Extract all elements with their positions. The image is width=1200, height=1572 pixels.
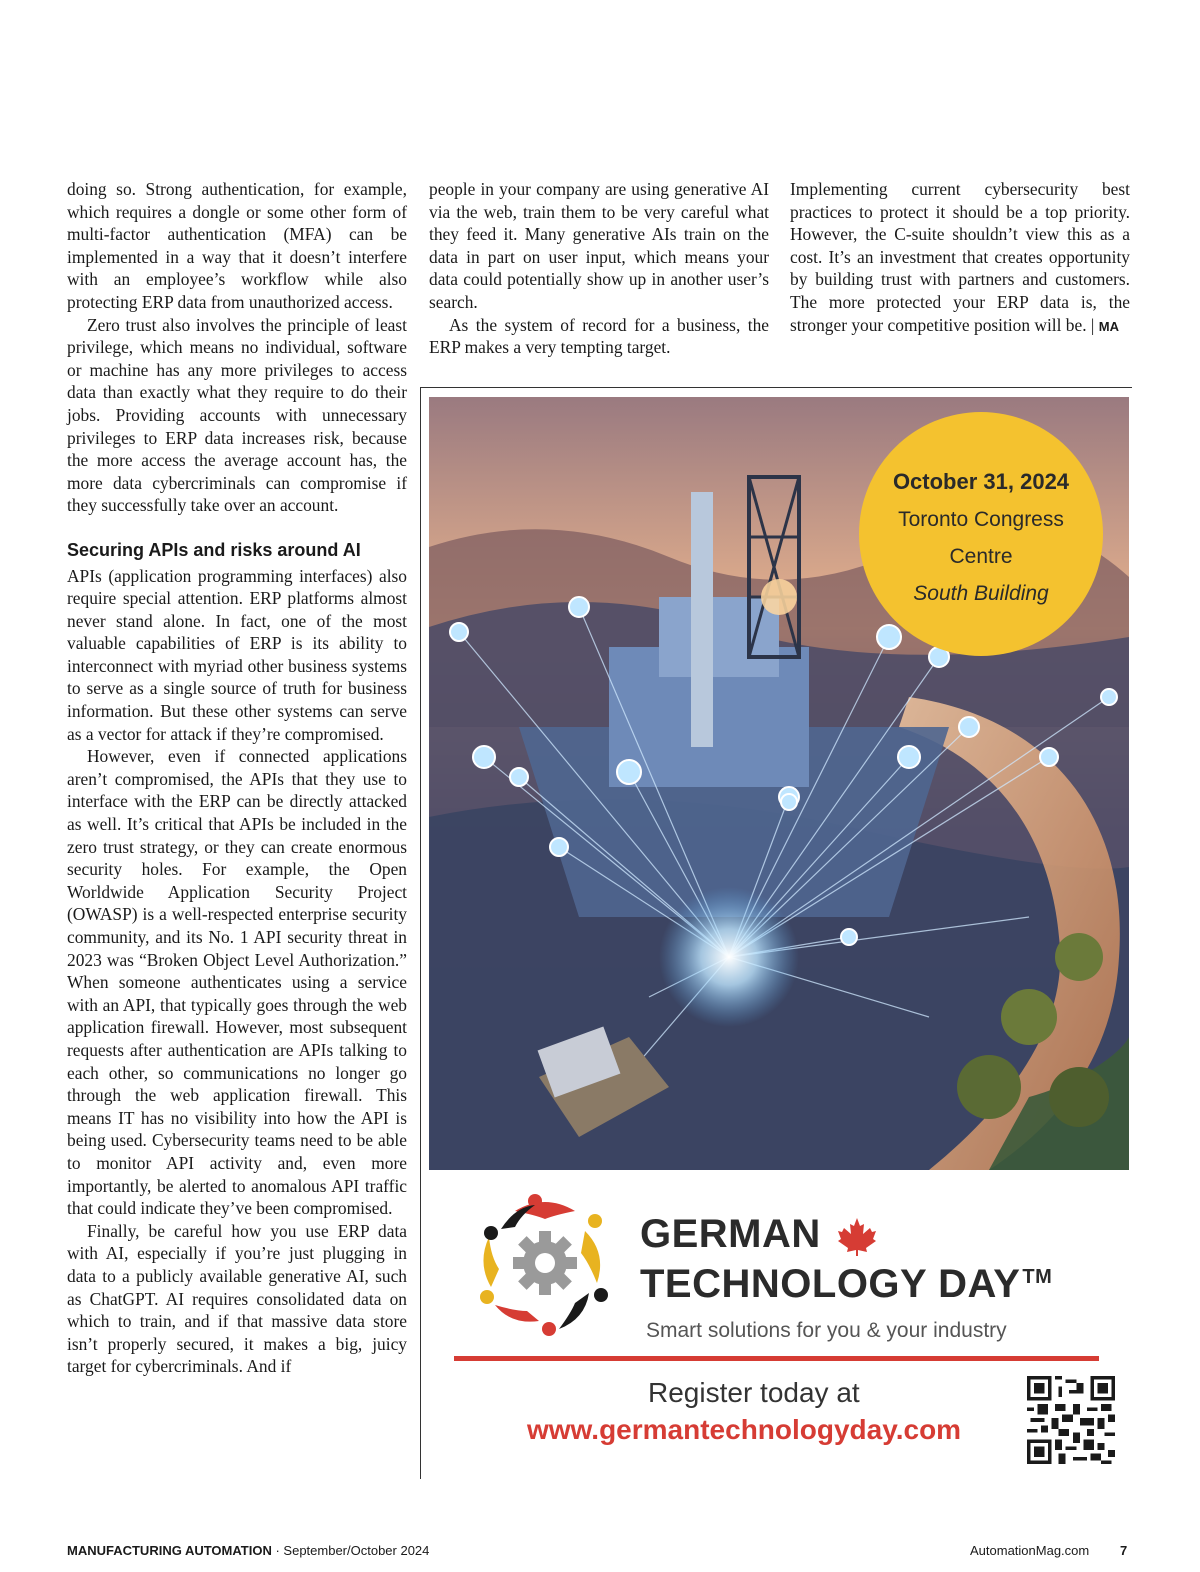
qr-code-icon[interactable] [1027,1376,1115,1464]
paragraph-text: Implementing current cybersecurity best practices to protect it should be a top priority. However, the C-suite shouldn’t view this as a cost. It’s an investment that creates opportunity by building trust with partners and customers. The more protected your ERP data is, the stronger your competitive position will be. [790,179,1130,335]
paragraph: Finally, be careful how you use ERP data with AI, especially if you’re just plugging in data to a publicly available generative AI, such as ChatGPT. AI requires consolidated data on which to train, and if that massive data store isn’t properly secured, it makes a big, juicy target for cybercriminals. And if [67,1220,407,1377]
paragraph: As the system of record for a business, the ERP makes a very tempting target. [429,314,769,358]
page-number: 7 [1120,1543,1128,1558]
ad-tagline: Smart solutions for you & your industry [646,1319,1007,1342]
event-venue-building: South Building [913,582,1049,605]
ad-title-line-1: GERMAN [640,1212,821,1256]
footer-website[interactable]: AutomationMag.com [970,1543,1090,1558]
event-date-badge [859,412,1103,656]
ad-frame-left-rule [420,387,421,1479]
trademark-mark: TM [1022,1266,1053,1288]
ad-title-text: TECHNOLOGY DAY [640,1262,1021,1306]
end-separator: | [1086,314,1099,335]
paragraph: doing so. Strong authentication, for example, which requires a dongle or some other form of multi-factor authentication (MFA) can be implemented in a way that it doesn’t interfere with an employee’s workflow while also protecting ERP data from unauthorized access. [67,179,407,312]
event-url-link[interactable]: www.germantechnologyday.com [527,1414,962,1445]
paragraph: However, even if connected applications aren’t compromised, the APIs that they use to interface with the ERP can be directly attacked as well. It’s critical that APIs be included in the zero trust strategy, or they can create enormous security holes. For example, the Open Worldwide Application Security Project (OWASP) is a well-respected enterprise security community, and its No. 1 API security threat in 2023 was “Broken Object Level Authorization.” When someone authenticates using a service with an API, that typically goes through the web application firewall. However, most subsequent requests after authentication are APIs talking to each other, so communications no longer go through the web application firewall. This means IT has no visibility into how the API is being used. Cybersecurity teams need to be able to monitor API activity and, even more importantly, be alerted to anomalous API traffic that could indicate they’ve been compromised. [67,746,407,1219]
end-mark: MA [1098,318,1119,334]
event-venue-line: Centre [949,545,1013,568]
ad-divider [454,1356,1099,1361]
article-column-3 [790,178,1130,338]
publication-name: MANUFACTURING AUTOMATION [67,1543,272,1558]
paragraph: Zero trust also involves the principle of least privilege, which means no individual, software or machine has any more privileges to access data than exactly what they require to do their jobs. Providing accounts with unnecessary privileges to ERP data increases risk, because the more access the average account has, the more data cybercriminals can compromise if they successfully take over an account. [67,314,407,516]
section-subheading: Securing APIs and risks around AI [67,539,361,560]
article-column-1 [67,178,407,1378]
issue-date: · September/October 2024 [271,1543,430,1558]
maple-leaf-icon [836,1216,878,1256]
event-venue-line: Toronto Congress [898,508,1064,531]
footer-publication [67,1543,429,1558]
paragraph [790,178,1130,338]
article-column-2 [429,178,769,359]
german-technology-day-logo-icon [470,1188,620,1338]
paragraph: people in your company are using generative AI via the web, train them to be very careful what they feed it. Many generative AIs train on the data in part on user input, which means your data could potentially show up in another user’s search. [429,179,769,312]
ad-title-line-2 [640,1262,1052,1307]
ad-frame-top-rule [420,387,1132,388]
register-text: Register today at [648,1377,860,1408]
paragraph: APIs (application programming interfaces) also require special attention. ERP platforms almost never stand alone. In fact, one of the most valuable capabilities of ERP is its ability to interconnect with myriad other business systems to serve as a single source of truth for business information. But these other systems can serve as a vector for attack if they’re compromised. [67,565,407,744]
event-date: October 31, 2024 [892,469,1070,494]
